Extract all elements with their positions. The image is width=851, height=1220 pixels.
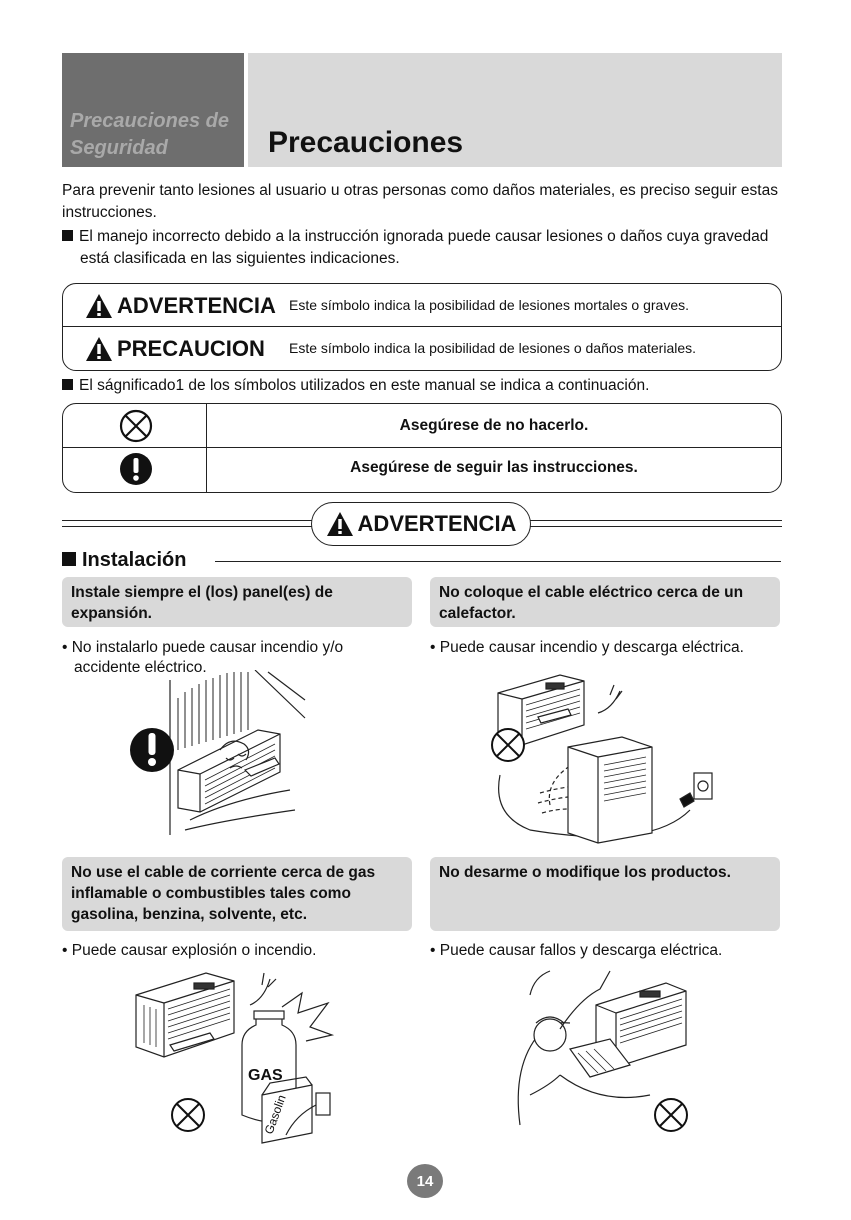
mandatory-icon bbox=[119, 452, 153, 486]
warning-banner-text: ADVERTENCIA bbox=[357, 511, 517, 536]
signal-words-box bbox=[62, 283, 782, 371]
page-number: 14 bbox=[407, 1164, 443, 1198]
gasoline-label: Gasolin bbox=[261, 1093, 289, 1137]
instruction-note: • Puede causar incendio y descarga eléctrica. bbox=[430, 639, 744, 656]
gas-illustration bbox=[132, 965, 342, 1145]
warning-banner bbox=[311, 502, 531, 546]
advertencia-signal bbox=[85, 289, 276, 323]
symbol-meaning: Asegúrese de no hacerlo. bbox=[399, 417, 589, 434]
heading-rule bbox=[215, 561, 781, 562]
warning-triangle-icon bbox=[326, 511, 354, 537]
divider-line bbox=[62, 520, 312, 527]
instruction-card: No coloque el cable eléctrico cerca de un calefactor. bbox=[430, 577, 780, 627]
signal-word-advertencia: ADVERTENCIA bbox=[117, 293, 276, 318]
symbol-meaning: Asegúrese de seguir las instrucciones. bbox=[350, 459, 638, 476]
precaucion-signal bbox=[85, 332, 265, 366]
instruction-card: Instale siempre el (los) panel(es) de expansión. bbox=[62, 577, 412, 627]
heater-cable-illustration bbox=[480, 665, 730, 845]
expansion-panel-illustration bbox=[130, 670, 310, 845]
instruction-card: No use el cable de corriente cerca de gas inflamable o combustibles tales como gasolina, benzina, solvente, etc. bbox=[62, 857, 412, 931]
square-bullet-icon bbox=[62, 379, 73, 390]
page-title: Precauciones bbox=[268, 126, 464, 159]
instruction-card: No desarme o modifique los productos. bbox=[430, 857, 780, 931]
instruction-note: • Puede causar explosión o incendio. bbox=[62, 942, 317, 959]
warning-triangle-icon bbox=[85, 293, 113, 319]
instruction-note: • Puede causar fallos y descarga eléctrica. bbox=[430, 942, 723, 959]
intro-paragraph: Para prevenir tanto lesiones al usuario u otras personas como daños materiales, es preciso seguir estas instrucciones. bbox=[62, 182, 778, 221]
symbols-intro bbox=[62, 375, 782, 397]
installation-heading-text: Instalación bbox=[82, 549, 187, 571]
signal-description: Este símbolo indica la posibilidad de lesiones o daños materiales. bbox=[289, 340, 697, 356]
signal-description: Este símbolo indica la posibilidad de lesiones mortales o graves. bbox=[289, 297, 689, 313]
intro-bullet-text: El manejo incorrecto debido a la instrucción ignorada puede causar lesiones o daños cuya gravedad está clasificada en las siguientes indicaciones. bbox=[79, 228, 769, 267]
gas-label: GAS bbox=[248, 1067, 283, 1084]
warning-triangle-icon bbox=[85, 336, 113, 362]
intro-bullet bbox=[62, 226, 770, 270]
prohibited-icon bbox=[119, 409, 153, 443]
installation-heading bbox=[62, 549, 186, 572]
symbols-table bbox=[62, 403, 782, 493]
symbols-intro-text: El ságnificado1 de los símbolos utilizados en este manual se indica a continuación. bbox=[79, 377, 650, 394]
square-bullet-icon bbox=[62, 230, 73, 241]
square-bullet-icon bbox=[62, 552, 76, 566]
section-label: Precauciones de Seguridad bbox=[70, 110, 229, 159]
instruction-note: • No instalarlo puede causar incendio y/o accidente eléctrico. bbox=[62, 639, 344, 676]
divider-line bbox=[528, 520, 782, 527]
signal-word-precaucion: PRECAUCION bbox=[117, 336, 265, 361]
disassembly-illustration bbox=[500, 965, 700, 1140]
